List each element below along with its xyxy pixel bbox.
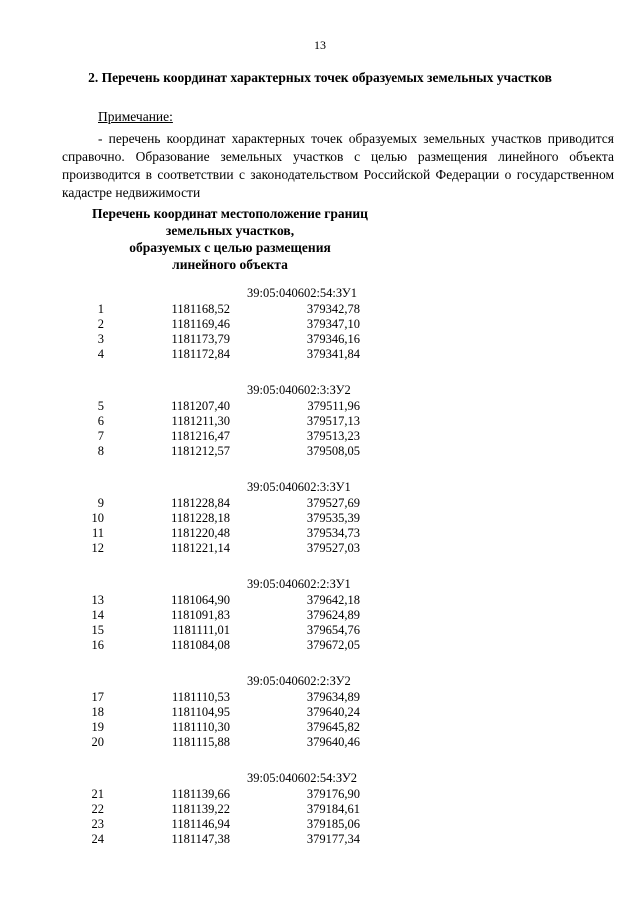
y-coordinate: 379624,89: [306, 608, 360, 622]
point-number: 24: [91, 832, 104, 846]
coordinate-row: [0, 705, 640, 720]
list-title-line: Перечень координат местоположение границ: [92, 206, 368, 221]
point-number: 20: [91, 735, 104, 749]
coordinate-row: [0, 317, 640, 332]
coordinate-row: [0, 690, 640, 705]
coordinate-row: [0, 429, 640, 444]
section-title: 2. Перечень координат характерных точек образуемых земельных участков: [88, 70, 552, 85]
page-number: 13: [314, 38, 326, 52]
x-coordinate: 1181104,95: [171, 705, 230, 719]
y-coordinate: 379654,76: [306, 623, 360, 637]
x-coordinate: 1181168,52: [171, 302, 230, 316]
y-coordinate: 379341,84: [306, 347, 360, 361]
coordinate-row: [0, 832, 640, 847]
point-number: 13: [91, 593, 104, 607]
y-coordinate: 379634,89: [306, 690, 360, 704]
y-coordinate: 379645,82: [306, 720, 360, 734]
parcel-cadastral-id: 39:05:040602:54:ЗУ2: [247, 771, 357, 785]
x-coordinate: 1181220,48: [171, 526, 230, 540]
y-coordinate: 379177,34: [306, 832, 360, 846]
x-coordinate: 1181146,94: [171, 817, 230, 831]
x-coordinate: 1181216,47: [171, 429, 230, 443]
y-coordinate: 379513,23: [306, 429, 360, 443]
point-number: 10: [91, 511, 104, 525]
x-coordinate: 1181110,53: [172, 690, 230, 704]
x-coordinate: 1181221,14: [171, 541, 230, 555]
point-number: 3: [97, 332, 104, 346]
list-title-line: земельных участков,: [165, 223, 295, 238]
y-coordinate: 379346,16: [306, 332, 360, 346]
coordinate-row: [0, 720, 640, 735]
y-coordinate: 379640,24: [306, 705, 360, 719]
point-number: 17: [91, 690, 104, 704]
point-number: 18: [91, 705, 104, 719]
x-coordinate: 1181139,66: [171, 787, 230, 801]
x-coordinate: 1181064,90: [171, 593, 230, 607]
point-number: 8: [97, 444, 104, 458]
x-coordinate: 1181084,08: [171, 638, 230, 652]
point-number: 21: [91, 787, 104, 801]
parcel-group: [0, 576, 640, 653]
x-coordinate: 1181091,83: [171, 608, 230, 622]
note-text: - перечень координат характерных точек образуемых земельных участков приводится справочно. Образование земельных участков с целью размещения линейного объекта производится в соответствии с законодательством Российской Федерации о государственном кадастре недвижимости: [62, 131, 614, 200]
y-coordinate: 379511,96: [307, 399, 360, 413]
point-number: 23: [91, 817, 104, 831]
x-coordinate: 1181169,46: [171, 317, 230, 331]
coordinate-row: [0, 444, 640, 459]
point-number: 7: [97, 429, 104, 443]
y-coordinate: 379347,10: [306, 317, 360, 331]
x-coordinate: 1181228,18: [171, 511, 230, 525]
list-title-line: образуемых с целью размещения: [129, 240, 331, 255]
point-number: 6: [97, 414, 104, 428]
parcel-cadastral-id: 39:05:040602:3:ЗУ1: [247, 480, 351, 494]
coordinate-row: [0, 414, 640, 429]
coordinate-row: [0, 787, 640, 802]
coordinate-row: [0, 302, 640, 317]
y-coordinate: 379534,73: [306, 526, 360, 540]
x-coordinate: 1181228,84: [171, 496, 230, 510]
coordinate-row: [0, 623, 640, 638]
y-coordinate: 379342,78: [306, 302, 360, 316]
y-coordinate: 379184,61: [306, 802, 360, 816]
point-number: 12: [91, 541, 104, 555]
note-label: Примечание:: [98, 109, 173, 124]
coordinate-row: [0, 541, 640, 556]
y-coordinate: 379527,69: [306, 496, 360, 510]
y-coordinate: 379672,05: [306, 638, 360, 652]
x-coordinate: 1181207,40: [171, 399, 230, 413]
x-coordinate: 1181212,57: [171, 444, 230, 458]
parcel-group: [0, 673, 640, 750]
x-coordinate: 1181139,22: [171, 802, 230, 816]
parcel-group: [0, 770, 640, 847]
coordinate-row: [0, 496, 640, 511]
coordinate-row: [0, 511, 640, 526]
x-coordinate: 1181172,84: [171, 347, 230, 361]
coordinate-row: [0, 347, 640, 362]
x-coordinate: 1181115,88: [172, 735, 230, 749]
x-coordinate: 1181111,01: [172, 623, 230, 637]
coordinate-row: [0, 735, 640, 750]
parcel-group: [0, 479, 640, 556]
y-coordinate: 379185,06: [306, 817, 360, 831]
parcel-group: [0, 285, 640, 362]
point-number: 9: [97, 496, 104, 510]
x-coordinate: 1181110,30: [172, 720, 230, 734]
coordinate-row: [0, 526, 640, 541]
coordinate-row: [0, 638, 640, 653]
list-title-line: линейного объекта: [172, 257, 288, 272]
y-coordinate: 379535,39: [306, 511, 360, 525]
y-coordinate: 379640,46: [306, 735, 360, 749]
parcel-cadastral-id: 39:05:040602:54:ЗУ1: [247, 286, 357, 300]
y-coordinate: 379642,18: [306, 593, 360, 607]
point-number: 5: [97, 399, 104, 413]
coordinates-table: [0, 285, 640, 867]
coordinate-row: [0, 608, 640, 623]
y-coordinate: 379508,05: [306, 444, 360, 458]
coordinate-row: [0, 802, 640, 817]
point-number: 11: [91, 526, 104, 540]
y-coordinate: 379176,90: [306, 787, 360, 801]
point-number: 4: [97, 347, 104, 361]
parcel-group: [0, 382, 640, 459]
y-coordinate: 379517,13: [306, 414, 360, 428]
coordinates-list-title: [80, 205, 380, 273]
y-coordinate: 379527,03: [306, 541, 360, 555]
parcel-cadastral-id: 39:05:040602:2:ЗУ2: [247, 674, 351, 688]
x-coordinate: 1181147,38: [171, 832, 230, 846]
point-number: 15: [91, 623, 104, 637]
point-number: 19: [91, 720, 104, 734]
parcel-cadastral-id: 39:05:040602:3:ЗУ2: [247, 383, 351, 397]
point-number: 22: [91, 802, 104, 816]
point-number: 2: [97, 317, 104, 331]
point-number: 16: [91, 638, 104, 652]
point-number: 1: [97, 302, 104, 316]
coordinate-row: [0, 399, 640, 414]
coordinate-row: [0, 817, 640, 832]
x-coordinate: 1181173,79: [171, 332, 230, 346]
point-number: 14: [91, 608, 104, 622]
coordinate-row: [0, 593, 640, 608]
x-coordinate: 1181211,30: [171, 414, 230, 428]
parcel-cadastral-id: 39:05:040602:2:ЗУ1: [247, 577, 351, 591]
coordinate-row: [0, 332, 640, 347]
